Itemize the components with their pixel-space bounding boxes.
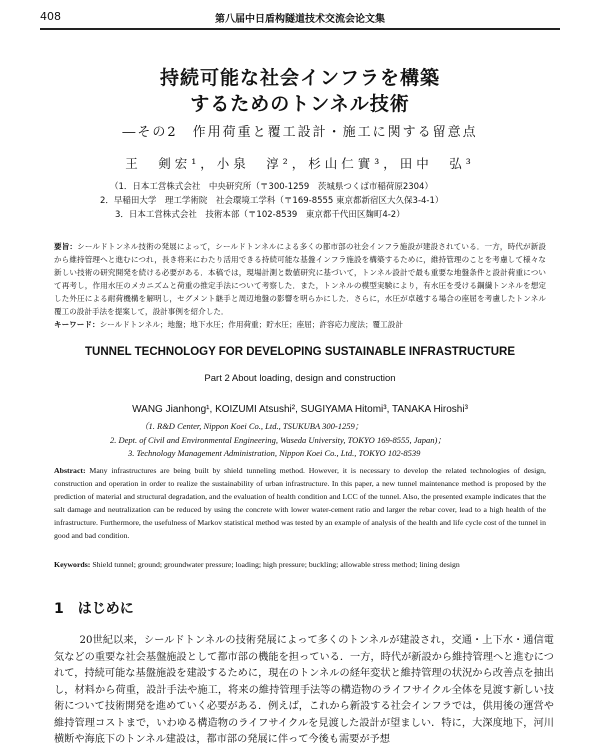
conference-title: 第八届中日盾构隧道技术交流会论文集 xyxy=(215,14,385,25)
affiliation-en-1: （1. R&D Center, Nippon Koei Co., Ltd., TSUKUBA 300-1259； xyxy=(140,421,364,431)
abstract-en-label: Abstract: xyxy=(54,466,86,475)
keywords-en-label: Keywords: xyxy=(54,560,91,569)
title-jp-line2: するためのトンネル技術 xyxy=(190,93,410,115)
running-header xyxy=(40,8,560,30)
abstract-jp xyxy=(54,240,546,318)
keywords-jp-text: シールドトンネル；地盤；地下水圧；作用荷重；貯水圧；座屈；許容応力度法；覆工設計 xyxy=(99,320,403,329)
page-number: 408 xyxy=(40,10,61,23)
subtitle-en: Part 2 About loading, design and construction xyxy=(204,373,396,384)
subtitle-jp: ―その2 作用荷重と覆工設計・施工に関する留意点 xyxy=(122,125,478,140)
title-jp-line1: 持続可能な社会インフラを構築 xyxy=(159,67,440,89)
affiliation-jp-1: （1．日本工営株式会社 中央研究所（〒300-1259 茨城県つくば市稲荷原2304） xyxy=(110,182,433,192)
affiliation-en-3: 3. Technology Management Administration, Nippon Koei Co., Ltd., TOKYO 102-8539 xyxy=(128,448,421,458)
keywords-jp-label: キーワード： xyxy=(54,320,100,329)
keywords-jp xyxy=(54,319,546,330)
affiliation-jp-2: 2．早稲田大学 理工学術院 社会環境工学科（〒169-8555 東京都新宿区大久保3-4-1） xyxy=(100,196,444,206)
authors-jp: 王 剣宏¹，小泉 淳²，杉山仁實³，田中 弘³ xyxy=(125,156,475,171)
affiliation-jp-3: 3．日本工営株式会社 技術本部（〒102-8539 東京都千代田区麹町4-2） xyxy=(115,210,405,220)
section-title: はじめに xyxy=(77,601,134,617)
abstract-en xyxy=(54,464,546,542)
keywords-en-text: Shield tunnel; ground; groundwater pressure; loading; high pressure; buckling; allowable stress method; lining design xyxy=(92,560,460,569)
keywords-en xyxy=(54,560,546,569)
title-en: TUNNEL TECHNOLOGY FOR DEVELOPING SUSTAINABLE INFRASTRUCTURE xyxy=(85,346,515,358)
affiliation-en-2: 2. Dept. of Civil and Environmental Engineering, Waseda University, TOKYO 169-8555, Japan)； xyxy=(110,435,446,445)
authors-en: WANG Jianhong¹, KOIZUMI Atsushi², SUGIYAMA Hitomi³, TANAKA Hiroshi³ xyxy=(132,404,468,415)
body-paragraph: 20世紀以来，シールドトンネルの技術発展によって多くのトンネルが建設され，交通・上下水・通信電気などの重要な社会基盤施設として都市部の機能を担っている．一方，時代が新設から維持管理へと進むにつれて，持続可能な基盤施設を建設するために，現在のトンネルの経年変状と維持管理の状況から改善点を抽出し，材料から荷重，設計手法や施工，将来の維持管理手法等の構造物のライフサイクル全体を見渡す新しい技術について技術開発を進めていく必要がある．例えば，これから新設する社会インフラでは，供用後の運営や維持管理コストまで，いわゆる構造物のライフサイクルを見渡した設計が望ましい．特に，大深度地下，河川横断や海底下のトンネル建設は，都市部の発展に伴って今後も需要が予想 xyxy=(54,635,554,745)
section-number: 1 xyxy=(54,601,64,617)
abstract-jp-label: 要旨： xyxy=(54,242,78,251)
section-heading xyxy=(54,598,148,618)
abstract-jp-text: シールドトンネル技術の発展によって，シールドトンネルによる多くの都市部の社会インフラ施設が建設されている．一方，時代が新設から維持管理へと進むにつれ，長き将来にわたり活用できる持続可能な基盤インフラ施設を構築するために，維持管理のことを考慮して様々な新しい技術の研究開発を続ける必要がある．本稿では，現場計測と数値研究に基づいて，トンネル設計で最も重要な地盤条件と設計荷重について再考し，作用水圧のメカニズムと荷重の推定手法について考察した．また，トンネルの模型実験により，有水圧を受ける鋼繊トンネルを想定した外圧による耐荷機構を解明し，セグメント継手と周辺地盤の影響を明らかにした．さらに，水圧が卓越する場合の座屈を考慮したトンネル覆工の設計手法を提案して，設計事例を紹介した． xyxy=(54,242,547,316)
abstract-en-text: Many infrastructures are being built by shield tunneling method. However, it is necessary to develop the related technologies of design, construction and operation in order to realize the sustainability of urban infrastructure. In this paper, a new tunnel maintenance method is proposed by the prediction of material and structural degradation, and the evaluation of health condition and LCC of the tunnel. Also, the presented example indicates that the salt damage and neutralization can be reduced by using the concrete with lower water-cement ratio and larger the rebar cover, lead to a high health of the infrastructure. Furthermore, the usefulness of Markov statistical method was tested by an example of analysis of the health and life cycle cost of the tunnel in good and bad condition. xyxy=(54,466,547,540)
